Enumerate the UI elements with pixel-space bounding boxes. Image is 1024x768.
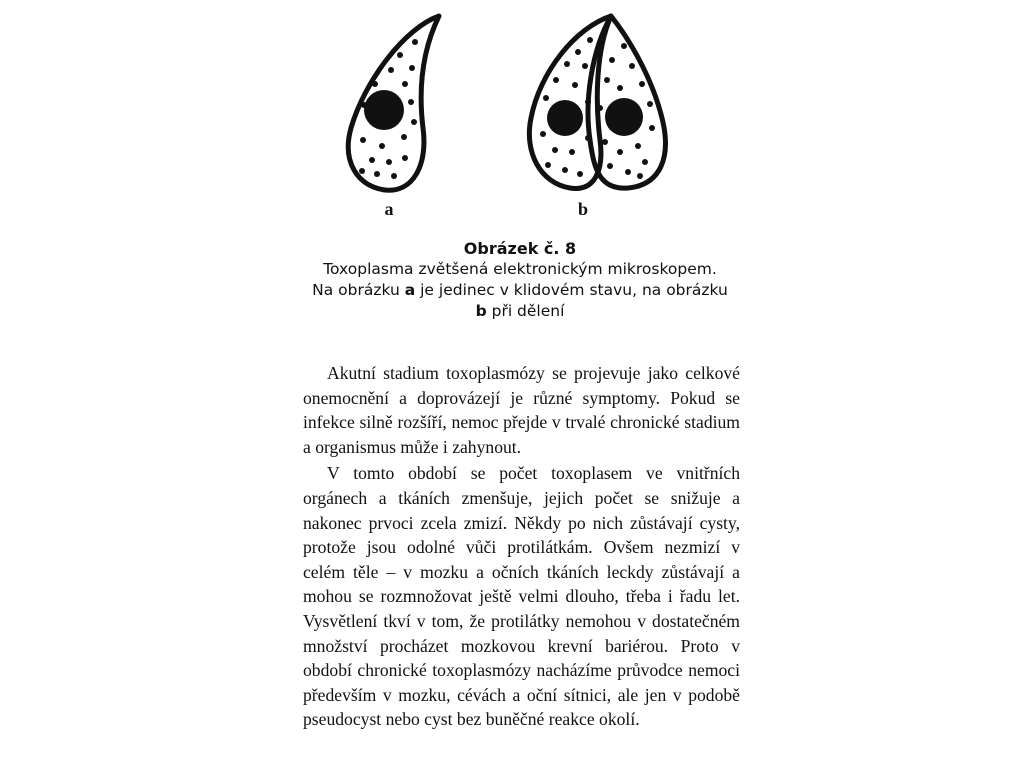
figure-label-b: b (577, 199, 589, 219)
caption-bold-a: a (404, 281, 416, 299)
organism-b-left-nucleus (547, 100, 583, 136)
paragraph-2: V tomto období se počet toxoplasem ve vnitřních orgánech a tkáních zmenšuje, jejich počet se snižuje a nakonec prvoci zcela zmizí. Někdy po nich zůstávají cysty, protože jsou odolné vůči protilátkám. Ovšem nezmizí v celém těle – v mozku a očních tkáních leckdy zůstávají a mohou se rozmnožovat ještě velmi dlouho, třeba i řadu let. Vysvětlení tkví v tom, že protilátky nemohou v dostatečném množství procházet mozkovou krevní bariérou. Proto v období chronické toxoplasmózy nacházíme průvodce nemoci především v mozku, cévách a oční sítnici, ale jen v podobě pseudocyst nebo cyst bez buněčné reakce okolí. (303, 463, 740, 730)
caption-title: Obrázek č. 8 (463, 239, 577, 258)
caption-line-2 (300, 280, 740, 301)
body-text (303, 361, 740, 732)
toxoplasma-illustration (0, 0, 1024, 235)
organism-b-right-nucleus (605, 98, 643, 136)
organism-a-nucleus (364, 90, 404, 130)
caption-line-2-end: je jedinec v klidovém stavu, na obrázku (415, 281, 728, 299)
organism-b (529, 16, 665, 188)
organism-a (348, 16, 439, 190)
toxoplasma-figure (0, 0, 1024, 235)
caption-line-3-end: při dělení (486, 302, 565, 320)
caption-line-3 (300, 301, 740, 322)
caption-line-1: Toxoplasma zvětšená elektronickým mikroskopem. (323, 260, 717, 278)
figure-label-a: a (384, 199, 394, 219)
caption-bold-b: b (475, 302, 487, 320)
figure-caption (300, 238, 740, 322)
paragraph-1: Akutní stadium toxoplasmózy se projevuje jako celkové onemocnění a doprovázejí je různé symptomy. Pokud se infekce silně rozšíří, nemoc přejde v trvalé chronické stadium a organismus může i zahynout. (303, 363, 740, 457)
caption-line-2-start: Na obrázku (312, 281, 405, 299)
